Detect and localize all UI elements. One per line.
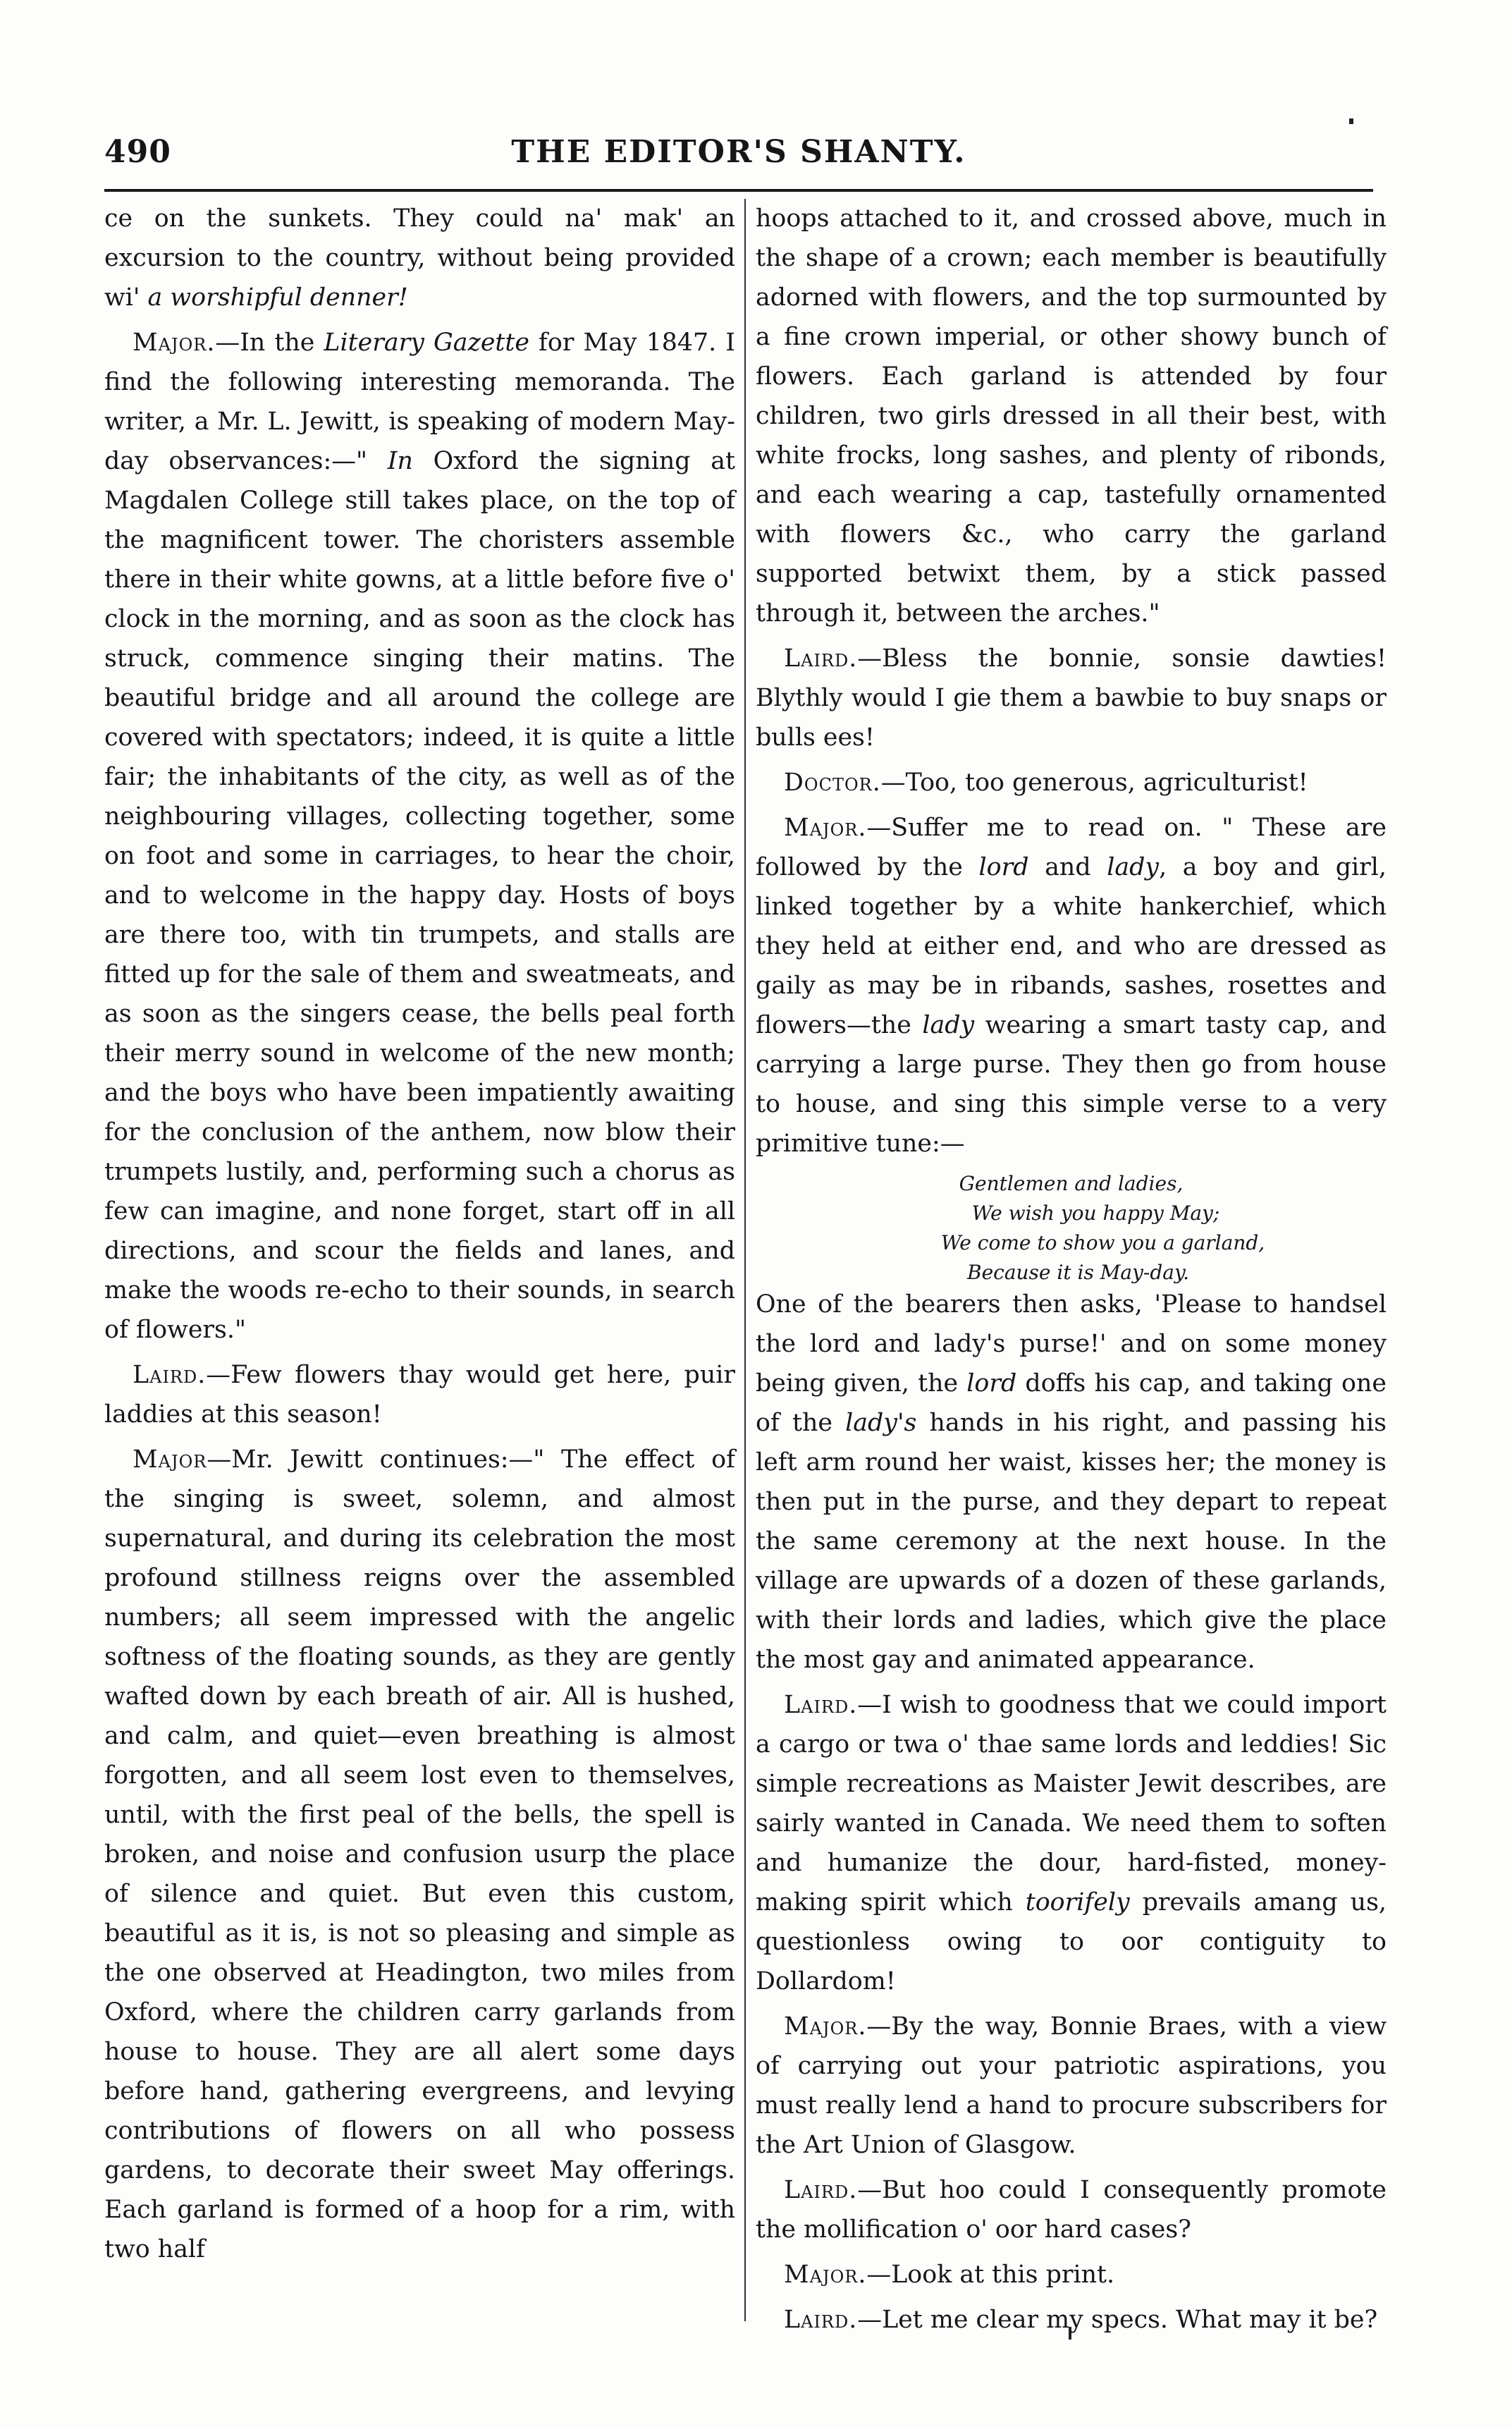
page-number: 490 (104, 134, 171, 170)
speaker-name: Major. (133, 329, 216, 357)
speaker-name: Major. (784, 2012, 867, 2041)
left-column (104, 199, 735, 2275)
paragraph: ce on the sunkets. They could na' mak' an excursion to the country, without being provided wi' a worshipful denner! (104, 204, 735, 312)
verse-line: Because it is May-day. (967, 1261, 1189, 1284)
verse-line: We come to show you a garland, (940, 1231, 1265, 1254)
paragraph: Major.—Look at this print. (784, 2261, 1115, 2289)
speaker-name: Laird. (784, 2176, 858, 2204)
speaker-name: Laird. (784, 1691, 858, 1719)
speaker-name: Laird. (133, 1361, 207, 1389)
paragraph: Laird.—Let me clear my specs. What may it be? (784, 2306, 1378, 2334)
running-header (104, 134, 1373, 183)
paragraph: Laird.—But hoo could I consequently promote the mollification o' oor hard cases? (756, 2176, 1387, 2244)
speaker-name: Major (133, 1445, 207, 1474)
paragraph: Laird.—Few flowers thay would get here, puir laddies at this season! (104, 1361, 735, 1429)
speaker-name: Doctor. (784, 769, 881, 797)
column-divider (744, 199, 746, 2321)
paragraph: hoops attached to it, and crossed above, much in the shape of a crown; each member is beautifully adorned with flowers, and the top surmounted by a fine crown imperial, or other showy bunch of flowers. Each garland is attended by four children, two girls dressed in all their best, with white frocks, long sashes, and plenty of ribonds, and each wearing a cap, tastefully ornamented with flowers &c., who carry the garland supported betwixt them, by a stick passed through it, between the arches." (756, 204, 1387, 628)
header-rule (104, 189, 1373, 192)
paragraph: Major.—In the Literary Gazette for May 1847. I find the following interesting memoranda. The writer, a Mr. L. Jewitt, is speaking of modern May-day observances:—" In Oxford the signing at Magdalen College still takes place, on the top of the magnificent tower. The choristers assemble there in their white gowns, at a little before five o' clock in the morning, and as soon as the clock has struck, commence singing their matins. The beautiful bridge and all around the college are covered with spectators; indeed, it is quite a little fair; the inhabitants of the city, as well as of the neighbouring villages, collecting together, some on foot and some in carriages, to hear the choir, and to welcome in the happy day. Hosts of boys are there too, with tin trumpets, and stalls are fitted up for the sale of them and sweatmeats, and as soon as the singers cease, the bells peal forth their merry sound in welcome of the new month; and the boys who have been impatiently awaiting for the conclusion of the anthem, now blow their trumpets lustily, and, performing such a chorus as few can imagine, and none forget, start off in all directions, and scour the fields and lanes, and make the woods re-echo to their sounds, in search of flowers." (104, 329, 736, 1344)
paragraph: Major.—By the way, Bonnie Braes, with a view of carrying out your patriotic aspirations, you must really lend a hand to procure subscribers for the Art Union of Glasgow. (756, 2012, 1387, 2159)
paragraph: Doctor.—Too, too generous, agriculturist! (784, 769, 1308, 797)
right-column (756, 199, 1387, 2345)
running-title: THE EDITOR'S SHANTY. (511, 134, 966, 170)
verse-line: Gentlemen and ladies, (959, 1172, 1184, 1195)
speaker-name: Major. (784, 814, 867, 842)
speaker-name: Major. (784, 2261, 867, 2289)
verse-block (756, 1169, 1387, 1288)
speaker-name: Laird. (784, 644, 858, 673)
paragraph: Major.—Suffer me to read on. " These are followed by the lord and lady, a boy and girl, linked together by a white hankerchief, which they held at either end, and who are dressed as gaily as may be in ribands, sashes, rosettes and flowers—the lady wearing a smart tasty cap, and carrying a large purse. They then go from house to house, and sing this simple verse to a very primitive tune:— (756, 814, 1387, 1158)
speaker-name: Laird. (784, 2306, 858, 2334)
ink-speck-top (1349, 118, 1353, 124)
paragraph: Laird.—I wish to goodness that we could import a cargo or twa o' thae same lords and leddies! Sic simple recreations as Maister Jewit describes, are sairly wanted in Canada. We need them to soften and humanize the dour, hard-fisted, money-making spirit which toorifely prevails amang us, questionless owing to oor contiguity to Dollardom! (756, 1691, 1387, 1995)
paragraph: Major—Mr. Jewitt continues:—" The effect of the singing is sweet, solemn, and almost supernatural, and during its celebration the most profound stillness reigns over the assembled numbers; all seem impressed with the angelic softness of the floating sounds, as they are gently wafted down by each breath of air. All is hushed, and calm, and quiet—even breathing is almost forgotten, and all seem lost even to themselves, until, with the first peal of the bells, the spell is broken, and noise and confusion usurp the place of silence and quiet. But even this custom, beautiful as it is, is not so pleasing and simple as the one observed at Headington, two miles from Oxford, where the children carry garlands from house to house. They are all alert some days before hand, gathering evergreens, and levying contributions of flowers on all who possess gardens, to decorate their sweet May offerings. Each garland is formed of a hoop for a rim, with two half (104, 1445, 735, 2263)
verse-line: We wish you happy May; (971, 1202, 1220, 1225)
paragraph: Laird.—Bless the bonnie, sonsie dawties! Blythly would I gie them a bawbie to buy snaps or bulls ees! (756, 644, 1387, 752)
paragraph: One of the bearers then asks, 'Please to handsel the lord and lady's purse!' and on some money being given, the lord doffs his cap, and taking one of the lady's hands in his right, and passing his left arm round her waist, kisses her; the money is then put in the purse, and they depart to repeat the same ceremony at the next house. In the village are upwards of a dozen of these garlands, with their lords and ladies, which give the place the most gay and animated appearance. (756, 1290, 1387, 1674)
